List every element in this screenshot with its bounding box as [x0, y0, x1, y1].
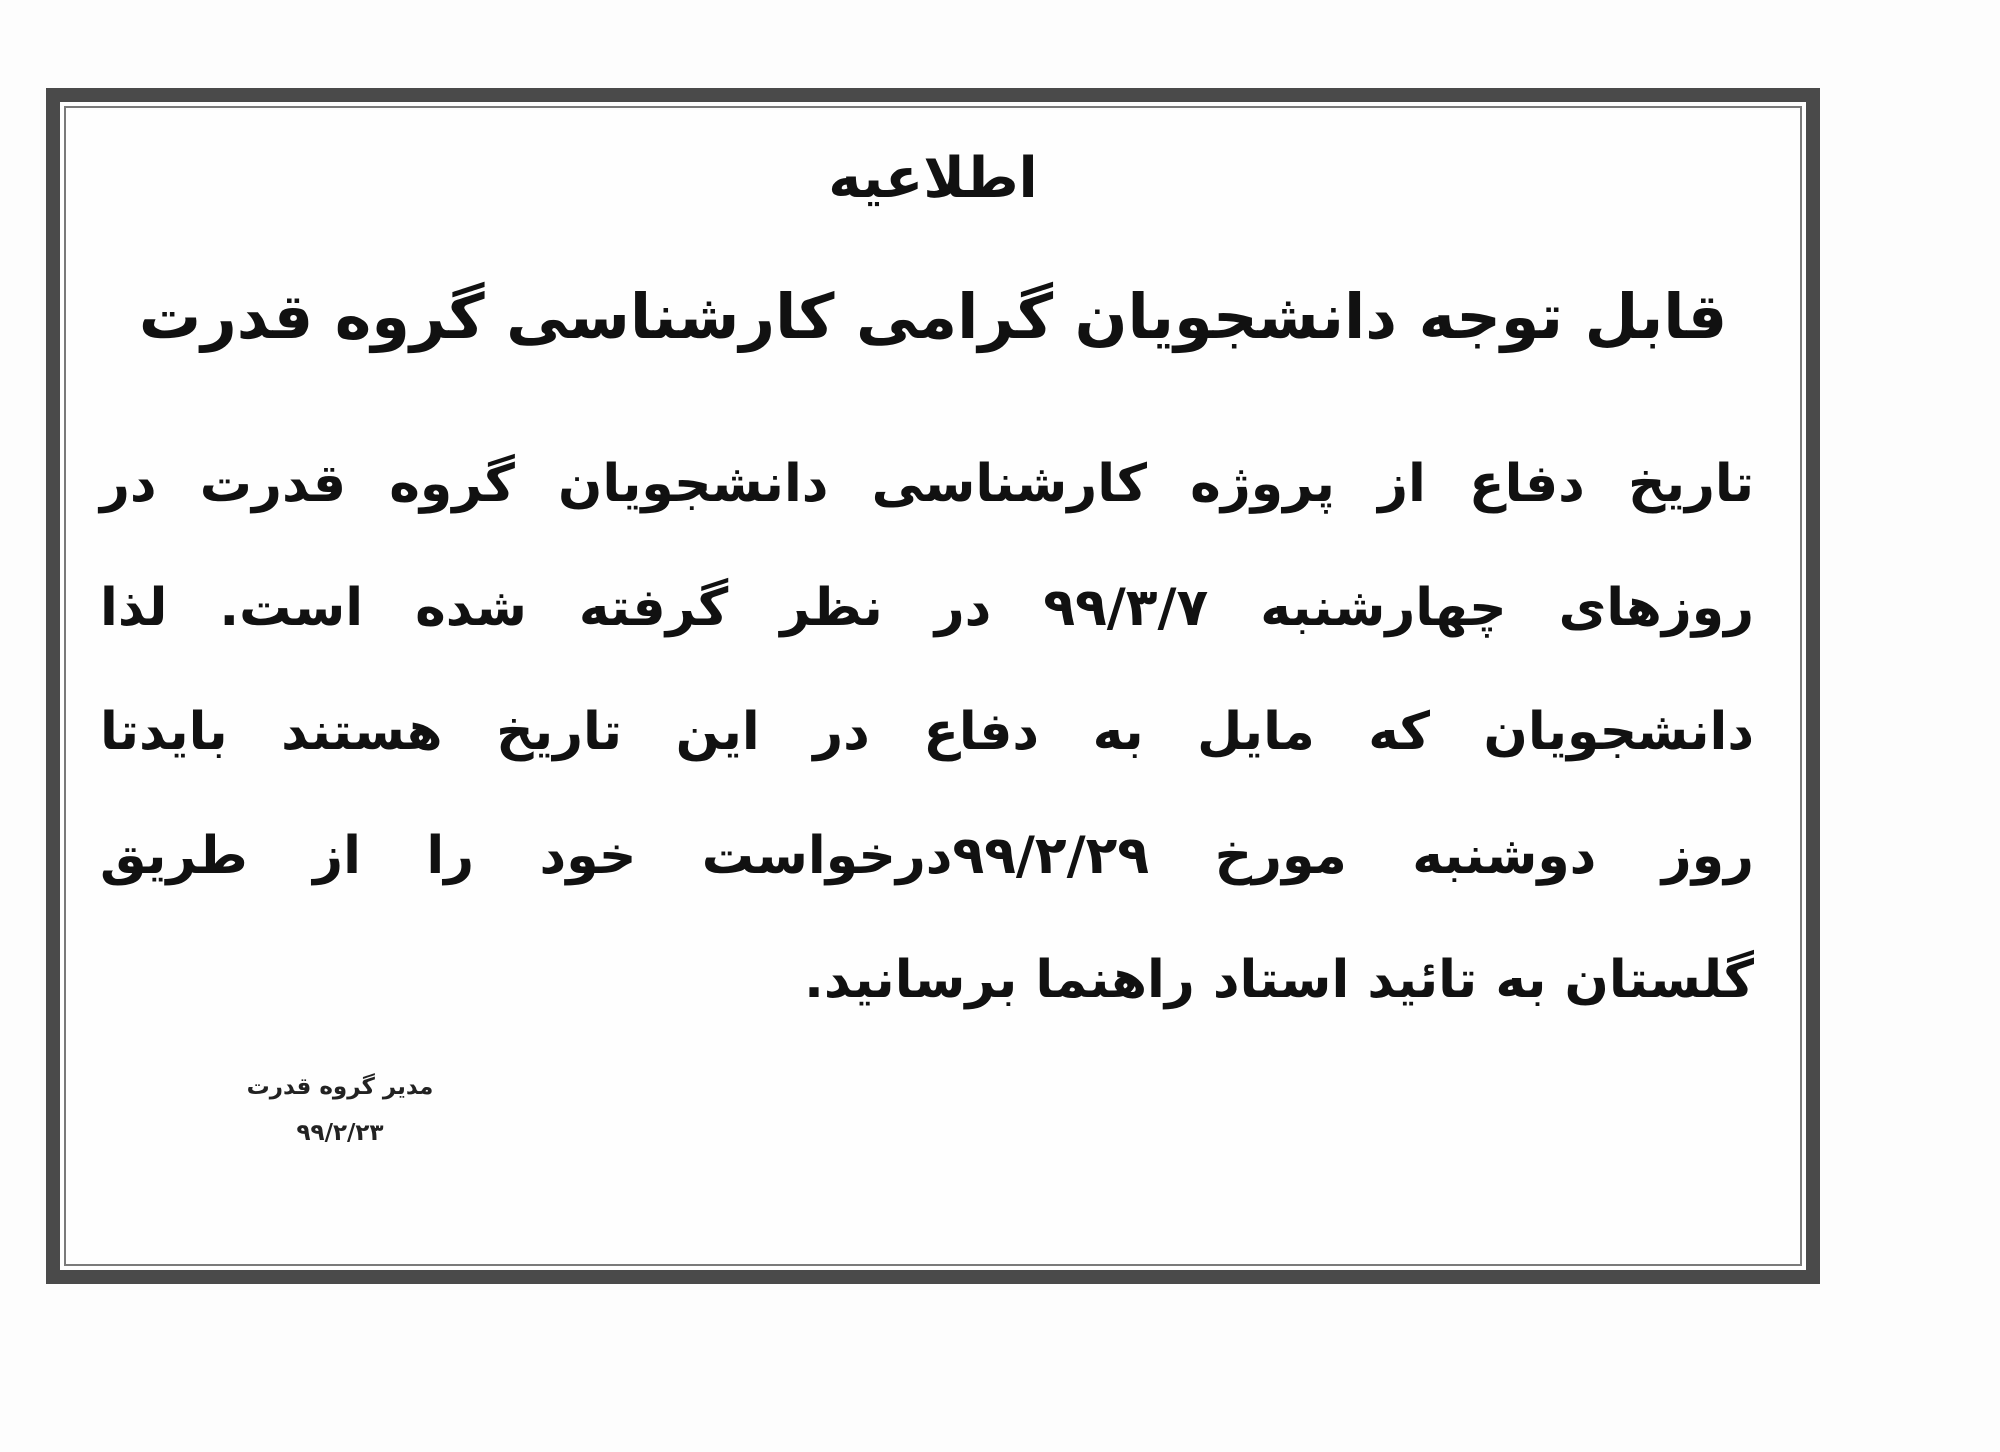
body-line-3: دانشجویان که مایل به دفاع در این تاریخ هستند بایدتا	[100, 702, 1754, 762]
body-line-4: روز دوشنبه مورخ ۹۹/۲/۲۹درخواست خود را از طریق	[100, 826, 1754, 886]
notice-frame	[46, 88, 1820, 1284]
signature-block	[210, 1064, 470, 1156]
body-line-1: تاریخ دفاع از پروژه کارشناسی دانشجویان گروه قدرت در	[100, 454, 1754, 514]
notice-body	[100, 422, 1754, 1042]
signature-date: ۹۹/۲/۲۳	[296, 1120, 384, 1146]
body-line-2: روزهای چهارشنبه ۹۹/۳/۷ در نظر گرفته شده است. لذا	[100, 578, 1755, 638]
body-line-5: گلستان به تائید استاد راهنما برسانید.	[804, 950, 1754, 1010]
signature-role: مدیر گروه قدرت	[246, 1074, 434, 1100]
notice-subheading: قابل توجه دانشجویان گرامی کارشناسی گروه قدرت	[138, 280, 1728, 353]
notice-heading: اطلاعیه	[828, 146, 1038, 211]
